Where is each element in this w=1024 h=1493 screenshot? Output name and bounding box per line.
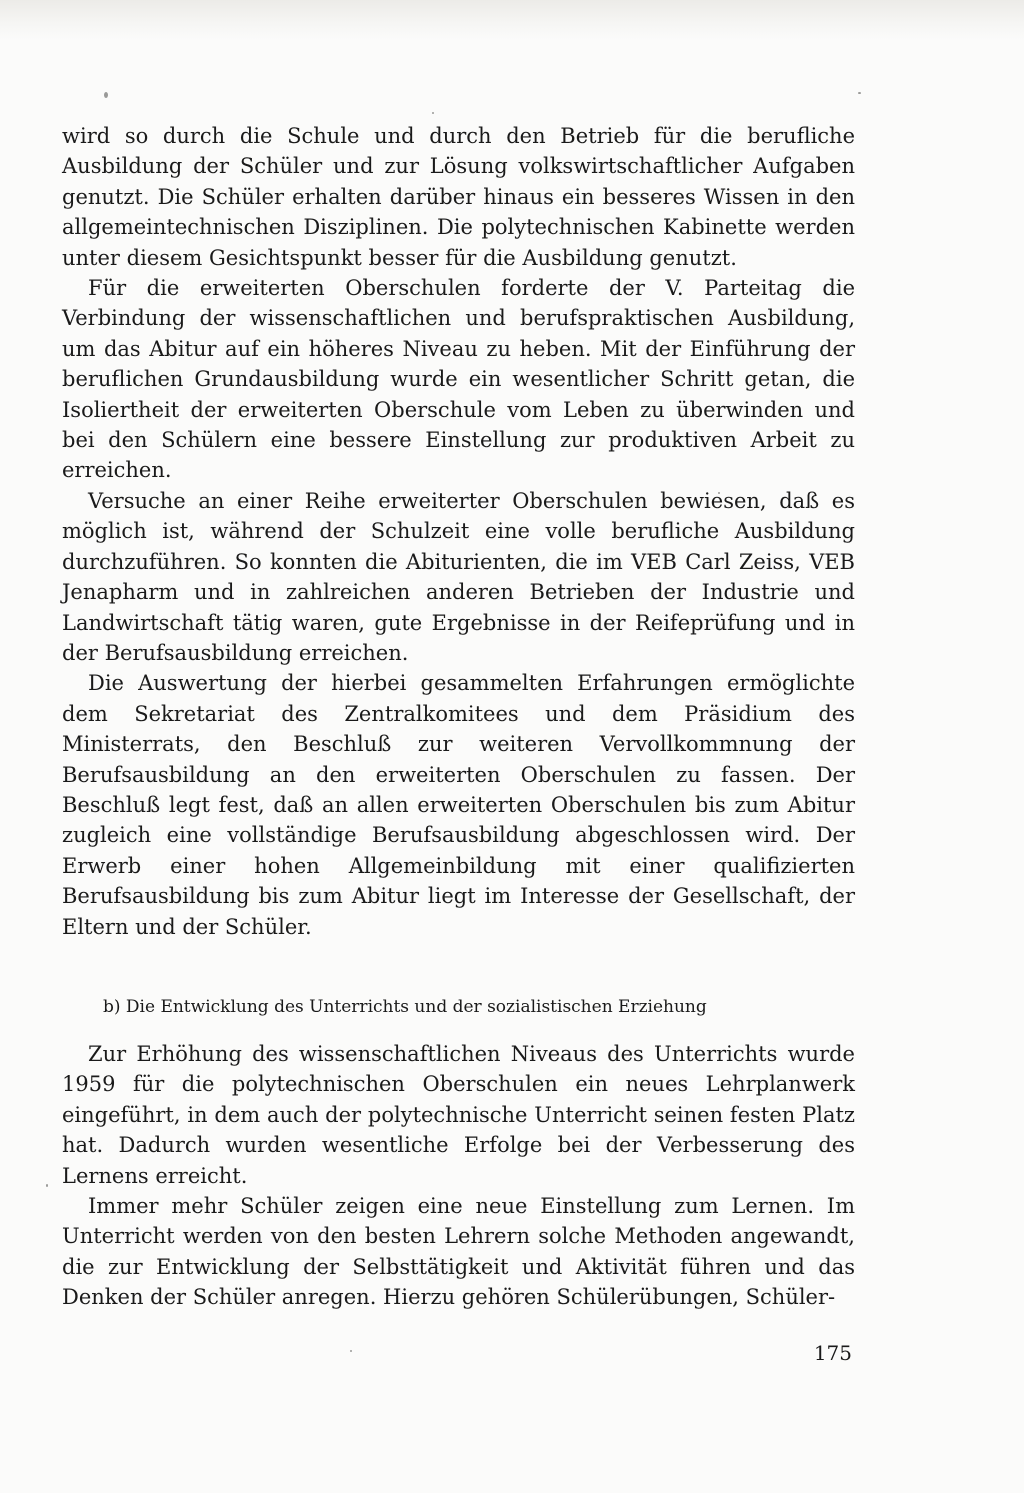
scan-speck	[104, 92, 108, 98]
paragraph: wird so durch die Schule und durch den Betrieb für die berufliche Ausbildung der Schüler und zur Lösung volkswirtschaftlicher Aufgaben genutzt. Die Schüler erhalten darüber hinaus ein besseres Wissen in den allgemeintechnischen Disziplinen. Die polytechnischen Kabinette werden unter diesem Gesichtspunkt besser für die Ausbildung genutzt.	[62, 124, 855, 270]
paragraph: Immer mehr Schüler zeigen eine neue Einstellung zum Lernen. Im Unterricht werden von den besten Lehrern solche Methoden angewandt, die zur Entwicklung der Selbsttätigkeit und Aktivität führen und das Denken der Schüler anregen. Hierzu gehören Schülerübungen, Schüler-	[62, 1194, 855, 1310]
scan-shadow	[0, 0, 1024, 40]
scan-speck	[858, 92, 861, 94]
body-text-lower	[62, 1039, 855, 1313]
scan-speck	[432, 112, 434, 114]
page-number: 175	[813, 1341, 852, 1365]
scan-speck	[350, 1350, 352, 1352]
paragraph: Die Auswertung der hierbei gesammelten Erfahrungen ermöglichte dem Sekretariat des Zentralkomitees und dem Präsidium des Ministerrats, den Beschluß zur weiteren Vervollkommnung der Berufsausbildung an den erweiterten Oberschulen zu fassen. Der Beschluß legt fest, daß an allen erweiterten Oberschulen bis zum Abitur zugleich eine vollständige Berufsausbildung abgeschlossen wird. Der Erwerb einer hohen Allgemeinbildung mit einer qualifizierten Berufsausbildung bis zum Abitur liegt im Interesse der Gesellschaft, der Eltern und der Schüler.	[62, 671, 855, 939]
body-text-upper	[62, 121, 855, 942]
paragraph: Für die erweiterten Oberschulen forderte der V. Parteitag die Verbindung der wissenschaftlichen und berufspraktischen Ausbildung, um das Abitur auf ein höheres Niveau zu heben. Mit der Einführung der beruflichen Grundausbildung wurde ein wesentlicher Schritt getan, die Isoliertheit der erweiterten Oberschule vom Leben zu überwinden und bei den Schülern eine bessere Einstellung zur produktiven Arbeit zu erreichen.	[62, 276, 855, 483]
paragraph: Versuche an einer Reihe erweiterter Oberschulen bewiesen, daß es möglich ist, während der Schulzeit eine volle berufliche Ausbildung durchzuführen. So konnten die Abiturienten, die im VEB Carl Zeiss, VEB Jenapharm und in zahlreichen anderen Betrieben der Industrie und Landwirtschaft tätig waren, gute Ergebnisse in der Reifeprüfung und in der Berufsausbildung erreichen.	[62, 488, 855, 665]
paragraph: Zur Erhöhung des wissenschaftlichen Niveaus des Unterrichts wurde 1959 für die polytechnischen Oberschulen ein neues Lehrplanwerk eingeführt, in dem auch der polytechnische Unterricht seinen festen Platz hat. Dadurch wurden wesentliche Erfolge bei der Verbesserung des Lernens erreicht.	[62, 1042, 855, 1188]
section-heading: b) Die Entwicklung des Unterrichts und der sozialistischen Erziehung	[103, 997, 707, 1017]
scan-speck	[46, 1184, 48, 1187]
